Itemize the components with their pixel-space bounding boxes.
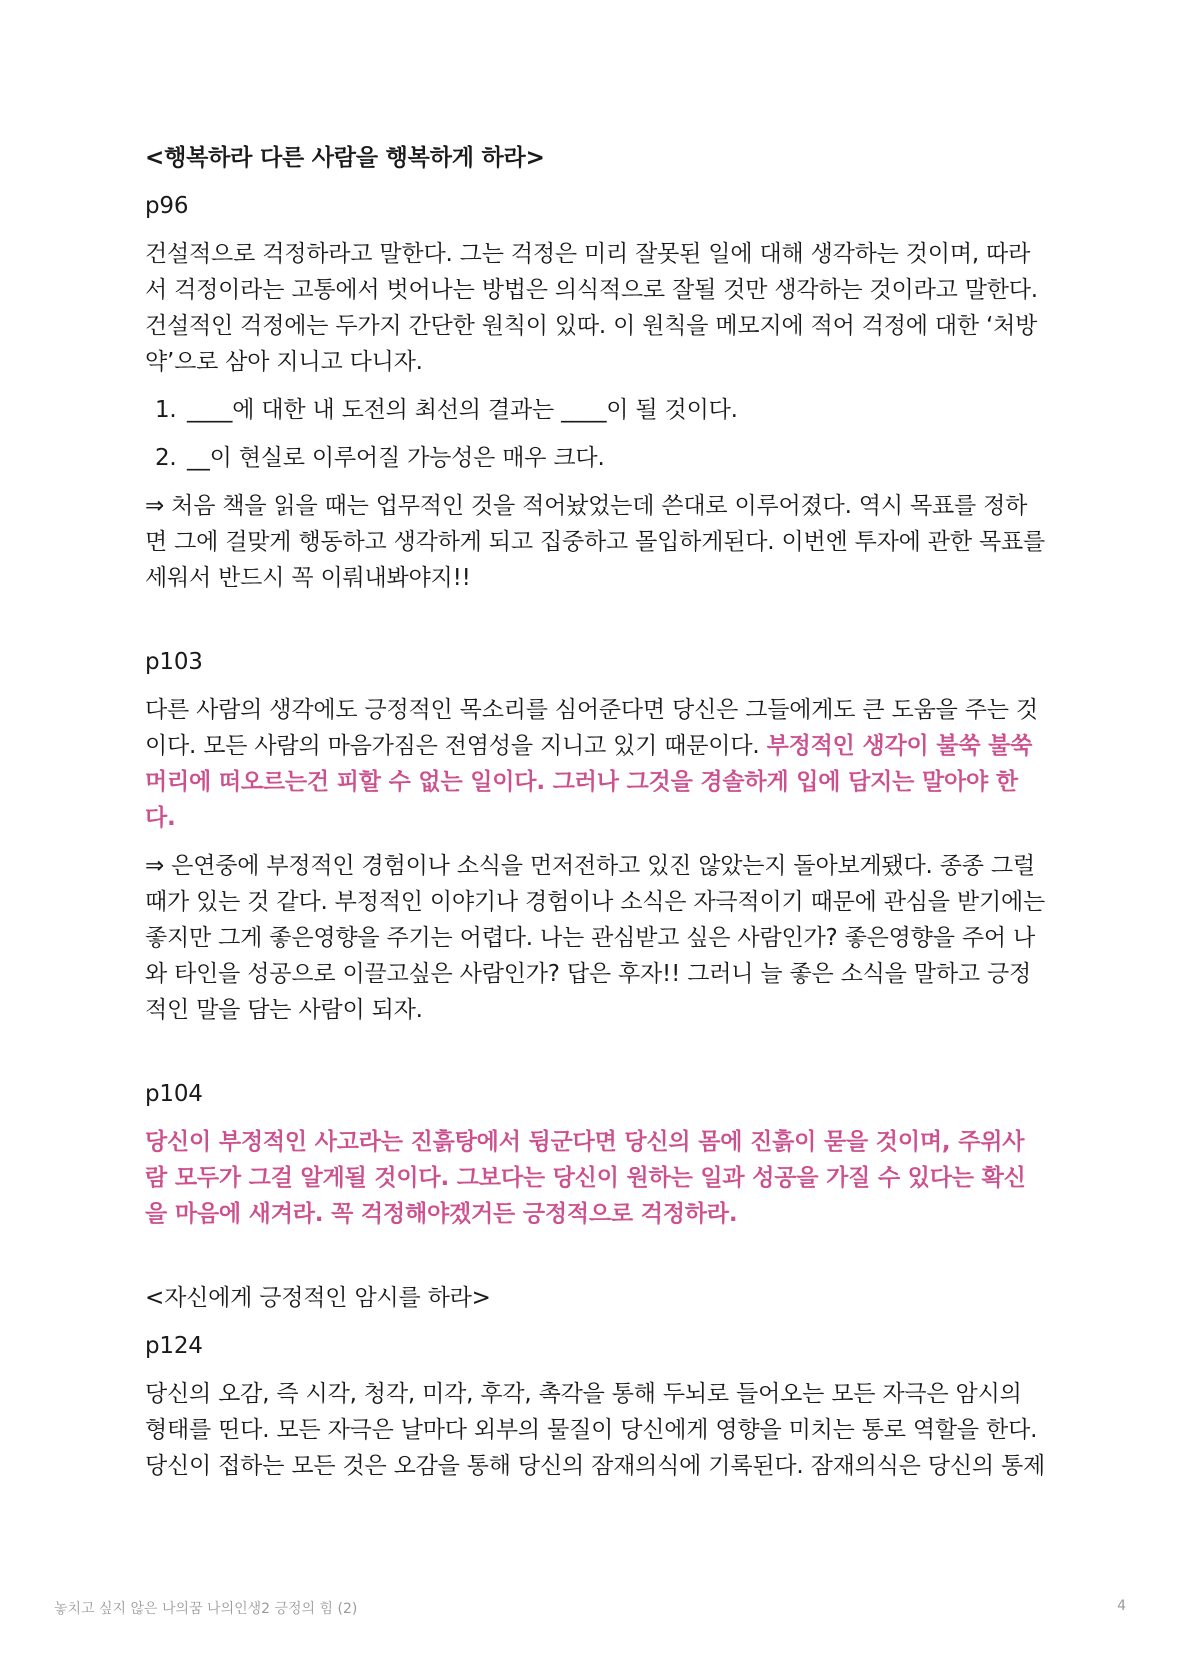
list-number: 1. [155,397,177,423]
footer-page-number: 4 [1117,1598,1126,1614]
principle-list [145,392,1045,476]
body-paragraph: 건설적으로 걱정하라고 말한다. 그는 걱정은 미리 잘못된 일에 대해 생각하는 것이며, 따라서 걱정이라는 고통에서 벗어나는 방법은 의식적으로 잘될 것만 생각하는 것이라고 말한다. 건설적인 걱정에는 두가지 간단한 원칙이 있따. 이 원칙을 메모지에 적어 걱정에 대한 ‘처방약’으로 삼아 지니고 다니자. [145,241,1038,375]
section-title: <행복하라 다른 사람을 행복하게 하라> [145,145,545,171]
highlighted-quote: 부정적인 생각이 불쑥 불쑥 머리에 떠오르는건 피할 수 없는 일이다. 그러나 그것을 경솔하게 입에 담지는 말아야 한다. [145,733,1033,831]
body-paragraph: 당신의 오감, 즉 시각, 청각, 미각, 후각, 촉각을 통해 두뇌로 들어오는 모든 자극은 암시의 형태를 띤다. 모든 자극은 날마다 외부의 물질이 당신에게 영향을 미치는 통로 역할을 한다. 당신이 접하는 모든 것은 오감을 통해 당신의 잠재의식에 기록된다. 잠재의식은 당신의 통제 [145,1381,1045,1479]
reflection-paragraph: ⇒ 은연중에 부정적인 경험이나 소식을 먼저전하고 있진 않았는지 돌아보게됐다. 종종 그럴때가 있는 것 같다. 부정적인 이야기나 경험이나 소식은 자극적이기 때문에 관심을 받기에는 좋지만 그게 좋은영향을 주기는 어렵다. 나는 관심받고 싶은 사람인가? 좋은영향을 주어 나와 타인을 성공으로 이끌고싶은 사람인가? 답은 후자!! 그러니 늘 좋은 소식을 말하고 긍정적인 말을 담는 사람이 되자. [145,853,1045,1023]
page-reference: p103 [145,649,203,675]
list-number: 2. [155,445,177,471]
list-item [145,392,1045,428]
page-footer [54,1598,1126,1618]
list-item [145,440,1045,476]
section-spacer [145,1040,1045,1076]
section-spacer [145,1244,1045,1280]
section-spacer [145,608,1045,644]
list-item-text: __이 현실로 이루어질 가능성은 매우 크다. [187,445,605,471]
document-content [145,140,1045,1496]
footer-document-title: 놓치고 싶지 않은 나의꿈 나의인생2 긍정의 힘 (2) [54,1601,358,1617]
page-reference: p124 [145,1333,203,1359]
body-text: 다른 사람의 생각에도 긍정적인 목소리를 심어준다면 당신은 그들에게도 큰 도움을 주는 것이다. 모든 사람의 마음가짐은 전염성을 지니고 있기 때문이다. [145,697,1038,759]
highlighted-quote: 당신이 부정적인 사고라는 진흙탕에서 뒹군다면 당신의 몸에 진흙이 묻을 것이며, 주위사람 모두가 그걸 알게될 것이다. 그보다는 당신이 원하는 일과 성공을 가질 수 있다는 확신을 마음에 새겨라. 꼭 걱정해야겠거든 긍정적으로 걱정하라. [145,1129,1026,1227]
reflection-paragraph: ⇒ 처음 책을 읽을 때는 업무적인 것을 적어놨었는데 쓴대로 이루어졌다. 역시 목표를 정하면 그에 걸맞게 행동하고 생각하게 되고 집중하고 몰입하게된다. 이번엔 투자에 관한 목표를 세워서 반드시 꼭 이뤄내봐야지!! [145,493,1045,591]
section-title: <자신에게 긍정적인 암시를 하라> [145,1285,491,1311]
list-item-text: ____에 대한 내 도전의 최선의 결과는 ____이 될 것이다. [187,397,738,423]
page-reference: p104 [145,1081,203,1107]
page-reference: p96 [145,193,189,219]
body-paragraph [145,692,1045,836]
